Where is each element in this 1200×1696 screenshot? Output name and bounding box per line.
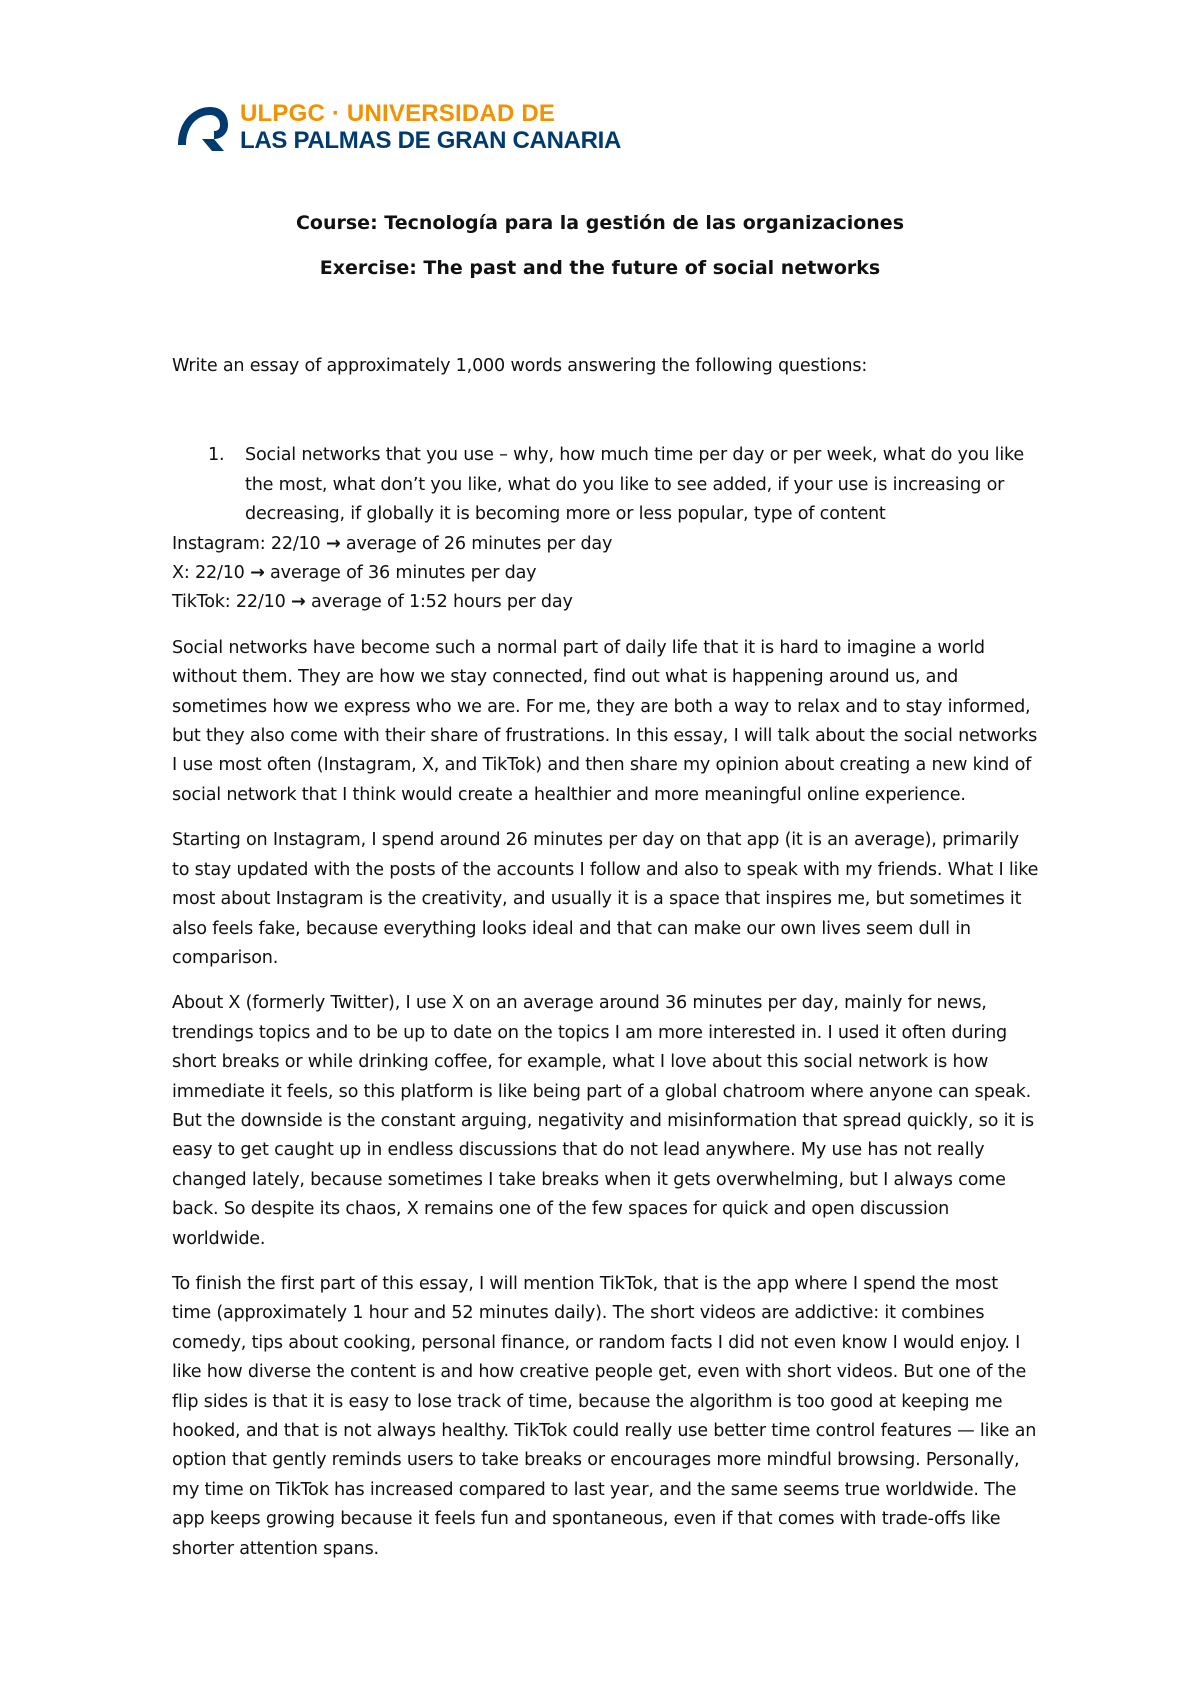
paragraph-tiktok: To finish the first part of this essay, I will mention TikTok, that is the app where I spend the most time (approximately 1 hour and 52 minutes daily). The short videos are addictive: it combines comedy, tips about cooking, personal finance, or random facts I did not even know I would enjoy. I like how diverse the content is and how creative people get, even with short videos. But one of the flip sides is that it is easy to lose track of time, because the algorithm is too good at keeping me hooked, and that is not always healthy. TikTok could really use better time control features — like an option that gently reminds users to take breaks or encourages more mindful browsing. Personally, my time on TikTok has increased compared to last year, and the same seems true worldwide. The app keeps growing because it feels fun and spontaneous, even if that comes with trade-offs like shorter attention spans. (172, 1273, 1037, 1559)
usage-detail: average of 1:52 hours per day (310, 592, 573, 613)
ulpgc-arc-logo-icon (172, 101, 232, 153)
usage-app: X: 22/10 (172, 563, 245, 584)
usage-row (172, 530, 1040, 559)
usage-detail: average of 36 minutes per day (270, 563, 537, 584)
arrow-right-icon: → (250, 563, 265, 584)
course-title: Course: Tecnología para la gestión de las organizaciones (295, 212, 905, 234)
logo-text (240, 100, 621, 154)
question-text: Social networks that you use – why, how much time per day or per week, what do you like the most, what don’t you like, what do you like to see added, if your use is increasing or decreasing, if globally it is becoming more or less popular, type of content (245, 445, 1025, 525)
usage-row (172, 588, 1040, 617)
question-list (172, 441, 1040, 529)
paragraph-intro: Social networks have become such a normal part of daily life that it is hard to imagine a world without them. They are how we stay connected, find out what is happening around us, and sometimes how we express who we are. For me, they are both a way to relax and to stay informed, but they also come with their share of frustrations. In this essay, I will talk about the social networks I use most often (Instagram, X, and TikTok) and then share my opinion about creating a new kind of social network that I think would create a healthier and more meaningful online experience. (172, 637, 1038, 805)
instructions: Write an essay of approximately 1,000 words answering the following questions: (172, 356, 868, 376)
arrow-right-icon: → (291, 592, 306, 613)
exercise-title: Exercise: The past and the future of social networks (319, 257, 881, 279)
university-logo (172, 100, 621, 154)
logo-line-2: LAS PALMAS DE GRAN CANARIA (240, 127, 622, 154)
logo-line-1: ULPGC · UNIVERSIDAD DE (240, 100, 556, 127)
paragraph-instagram: Starting on Instagram, I spend around 26 minutes per day on that app (it is an average), primarily to stay updated with the posts of the accounts I follow and also to speak with my friends. What I like most about Instagram is the creativity, and usually it is a space that inspires me, but sometimes it also feels fake, because everything looks ideal and that can make our own lives seem dull in comparison. (172, 830, 1039, 968)
usage-row (172, 559, 1040, 588)
usage-stats (172, 530, 1040, 618)
paragraph-x: About X (formerly Twitter), I use X on an average around 36 minutes per day, mainly for news, trendings topics and to be up to date on the topics I am more interested in. I used it often during short breaks or while drinking coffee, for example, what I love about this social network is how immediate it feels, so this platform is like being part of a global chatroom where anyone can speak. But the downside is the constant arguing, negativity and misinformation that spread quickly, so it is easy to get caught up in endless discussions that do not lead anywhere. My use has not really changed lately, because sometimes I take breaks when it gets overwhelming, but I always come back. So despite its chaos, X remains one of the few spaces for quick and open discussion worldwide. (172, 993, 1035, 1249)
list-item (172, 441, 1040, 529)
usage-app: TikTok: 22/10 (172, 592, 286, 613)
usage-app: Instagram: 22/10 (172, 533, 321, 554)
usage-detail: average of 26 minutes per day (345, 533, 613, 554)
list-number: 1. (208, 445, 225, 466)
essay-body (172, 352, 1040, 1564)
arrow-right-icon: → (325, 533, 341, 554)
